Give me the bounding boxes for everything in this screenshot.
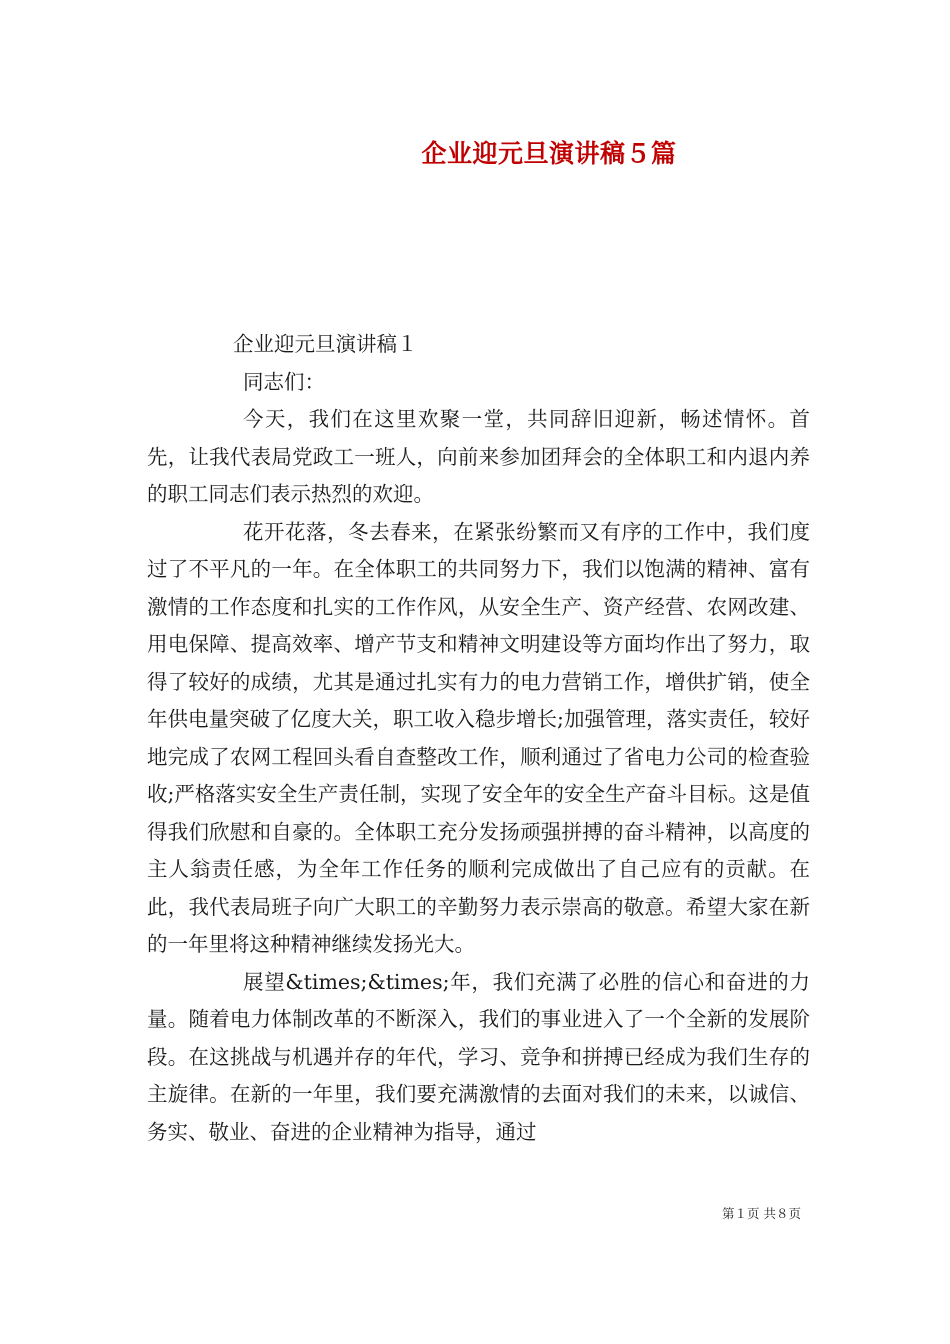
page-number-footer: 第１页 共８页 <box>722 1206 801 1221</box>
salutation: 同志们： <box>243 369 325 394</box>
section-heading: 企业迎元旦演讲稿１ <box>233 332 418 356</box>
document-body <box>147 326 810 1151</box>
document-title: 企业迎元旦演讲稿５篇 <box>421 139 677 168</box>
paragraph-1: 今天，我们在这里欢聚一堂，共同辞旧迎新，畅述情怀。首先，让我代表局党政工一班人，向前来参加团拜会的全体职工和内退内养的职工同志们表示热烈的欢迎。 <box>147 407 810 506</box>
paragraph-2: 花开花落，冬去春来，在紧张纷繁而又有序的工作中，我们度过了不平凡的一年。在全体职工的共同努力下，我们以饱满的精神、富有激情的工作态度和扎实的工作作风，从安全生产、资产经营、农网改建、用电保障、提高效率、增产节支和精神文明建设等方面均作出了努力，取得了较好的成绩，尤其是通过扎实有力的电力营销工作，增供扩销，使全年供电量突破了亿度大关，职工收入稳步增长;加强管理，落实责任，较好地完成了农网工程回头看自查整改工作，顺利通过了省电力公司的检查验收;严格落实安全生产责任制，实现了安全年的安全生产奋斗目标。这是值得我们欣慰和自豪的。全体职工充分发扬顽强拼搏的奋斗精神，以高度的主人翁责任感，为全年工作任务的顺利完成做出了自己应有的贡献。在此，我代表局班子向广大职工的辛勤努力表示崇高的敬意。希望大家在新的一年里将这种精神继续发扬光大。 <box>147 519 810 956</box>
paragraph-3: 展望&times;&times;年，我们充满了必胜的信心和奋进的力量。随着电力体制改革的不断深入，我们的事业进入了一个全新的发展阶段。在这挑战与机遇并存的年代，学习、竞争和拼搏已经成为我们生存的主旋律。在新的一年里，我们要充满激情的去面对我们的未来，以诚信、务实、敬业、奋进的企业精神为指导，通过 <box>147 969 810 1144</box>
